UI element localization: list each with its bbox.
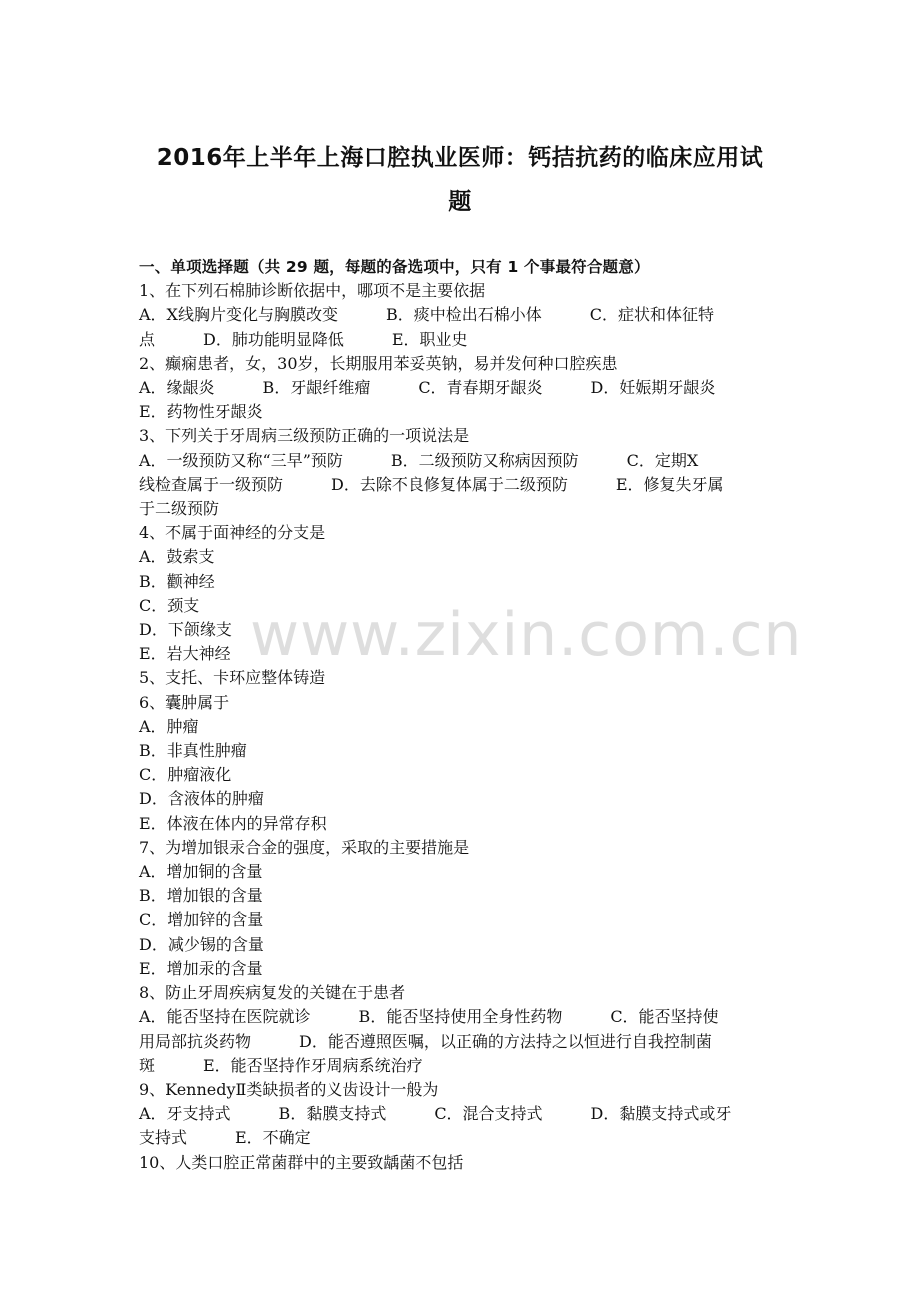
option-d: D．含液体的肿瘤	[139, 789, 264, 809]
question-options-line: 点 D．肺功能明显降低 E．职业史	[139, 329, 468, 349]
question-2	[139, 352, 781, 425]
option-d: D．减少锡的含量	[139, 934, 264, 954]
question-options-line: 线检查属于一级预防 D．去除不良修复体属于二级预防 E．修复失牙属	[139, 474, 724, 494]
question-options-line: A．缘龈炎 B．牙龈纤维瘤 C．青春期牙龈炎 D．妊娠期牙龈炎	[139, 378, 716, 398]
section-header: 一、单项选择题（共 29 题，每题的备选项中，只有 1 个事最符合题意）	[139, 258, 650, 276]
option-b: B．颧神经	[139, 571, 215, 591]
option-a: A．肿瘤	[139, 716, 199, 736]
question-stem: 3、下列关于牙周病三级预防正确的一项说法是	[139, 426, 470, 446]
watermark: www.zixin.com.cn	[250, 600, 803, 670]
question-stem: 6、囊肿属于	[139, 692, 230, 712]
question-options-line: A．能否坚持在医院就诊 B．能否坚持使用全身性药物 C．能否坚持使	[139, 1007, 719, 1027]
option-c: C．肿瘤液化	[139, 765, 232, 785]
question-1	[139, 279, 781, 352]
option-e: E．体液在体内的异常存积	[139, 813, 327, 833]
question-6	[139, 691, 781, 836]
question-3	[139, 424, 781, 521]
question-options-line: 支持式 E．不确定	[139, 1128, 311, 1148]
question-options-line: 斑 E．能否坚持作牙周病系统治疗	[139, 1055, 423, 1075]
question-10	[139, 1151, 781, 1175]
option-e: E．增加汞的含量	[139, 958, 263, 978]
question-options-line: A．牙支持式 B．黏膜支持式 C．混合支持式 D．黏膜支持式或牙	[139, 1104, 732, 1124]
question-5	[139, 666, 781, 690]
option-c: C．增加锌的含量	[139, 910, 264, 930]
option-a: A．增加铜的含量	[139, 862, 263, 882]
question-stem: 9、KennedyⅡ类缺损者的义齿设计一般为	[139, 1079, 439, 1099]
question-9	[139, 1078, 781, 1151]
question-7	[139, 836, 781, 981]
question-stem: 4、不属于面神经的分支是	[139, 523, 326, 543]
question-options-line: E．药物性牙龈炎	[139, 402, 263, 422]
question-options-line: 于二级预防	[139, 499, 220, 519]
page-title	[120, 136, 800, 224]
question-stem: 10、人类口腔正常菌群中的主要致龋菌不包括	[139, 1152, 464, 1172]
question-stem: 2、癫痫患者，女，30岁，长期服用苯妥英钠，易并发何种口腔疾患	[139, 353, 618, 373]
page-title-line-2: 题	[448, 189, 472, 215]
option-b: B．非真性肿瘤	[139, 741, 247, 761]
page-title-line-1: 2016年上半年上海口腔执业医师：钙拮抗药的临床应用试	[156, 145, 764, 171]
question-content	[139, 255, 781, 1175]
question-stem: 8、防止牙周疾病复发的关键在于患者	[139, 983, 406, 1003]
option-a: A．鼓索支	[139, 547, 215, 567]
question-options-line: A．X线胸片变化与胸膜改变 B．痰中检出石棉小体 C．症状和体征特	[139, 305, 714, 325]
question-stem: 1、在下列石棉肺诊断依据中，哪项不是主要依据	[139, 281, 486, 301]
question-8	[139, 981, 781, 1078]
option-c: C．颈支	[139, 595, 200, 615]
question-4	[139, 521, 781, 666]
question-options-line: A．一级预防又称“三早”预防 B．二级预防又称病因预防 C．定期X	[139, 450, 699, 470]
option-d: D．下颌缘支	[139, 620, 232, 640]
question-stem: 7、为增加银汞合金的强度，采取的主要措施是	[139, 837, 470, 857]
option-e: E．岩大神经	[139, 644, 231, 664]
question-options-line: 用局部抗炎药物 D．能否遵照医嘱，以正确的方法持之以恒进行自我控制菌	[139, 1031, 712, 1051]
question-stem: 5、支托、卡环应整体铸造	[139, 668, 326, 688]
option-b: B．增加银的含量	[139, 886, 263, 906]
